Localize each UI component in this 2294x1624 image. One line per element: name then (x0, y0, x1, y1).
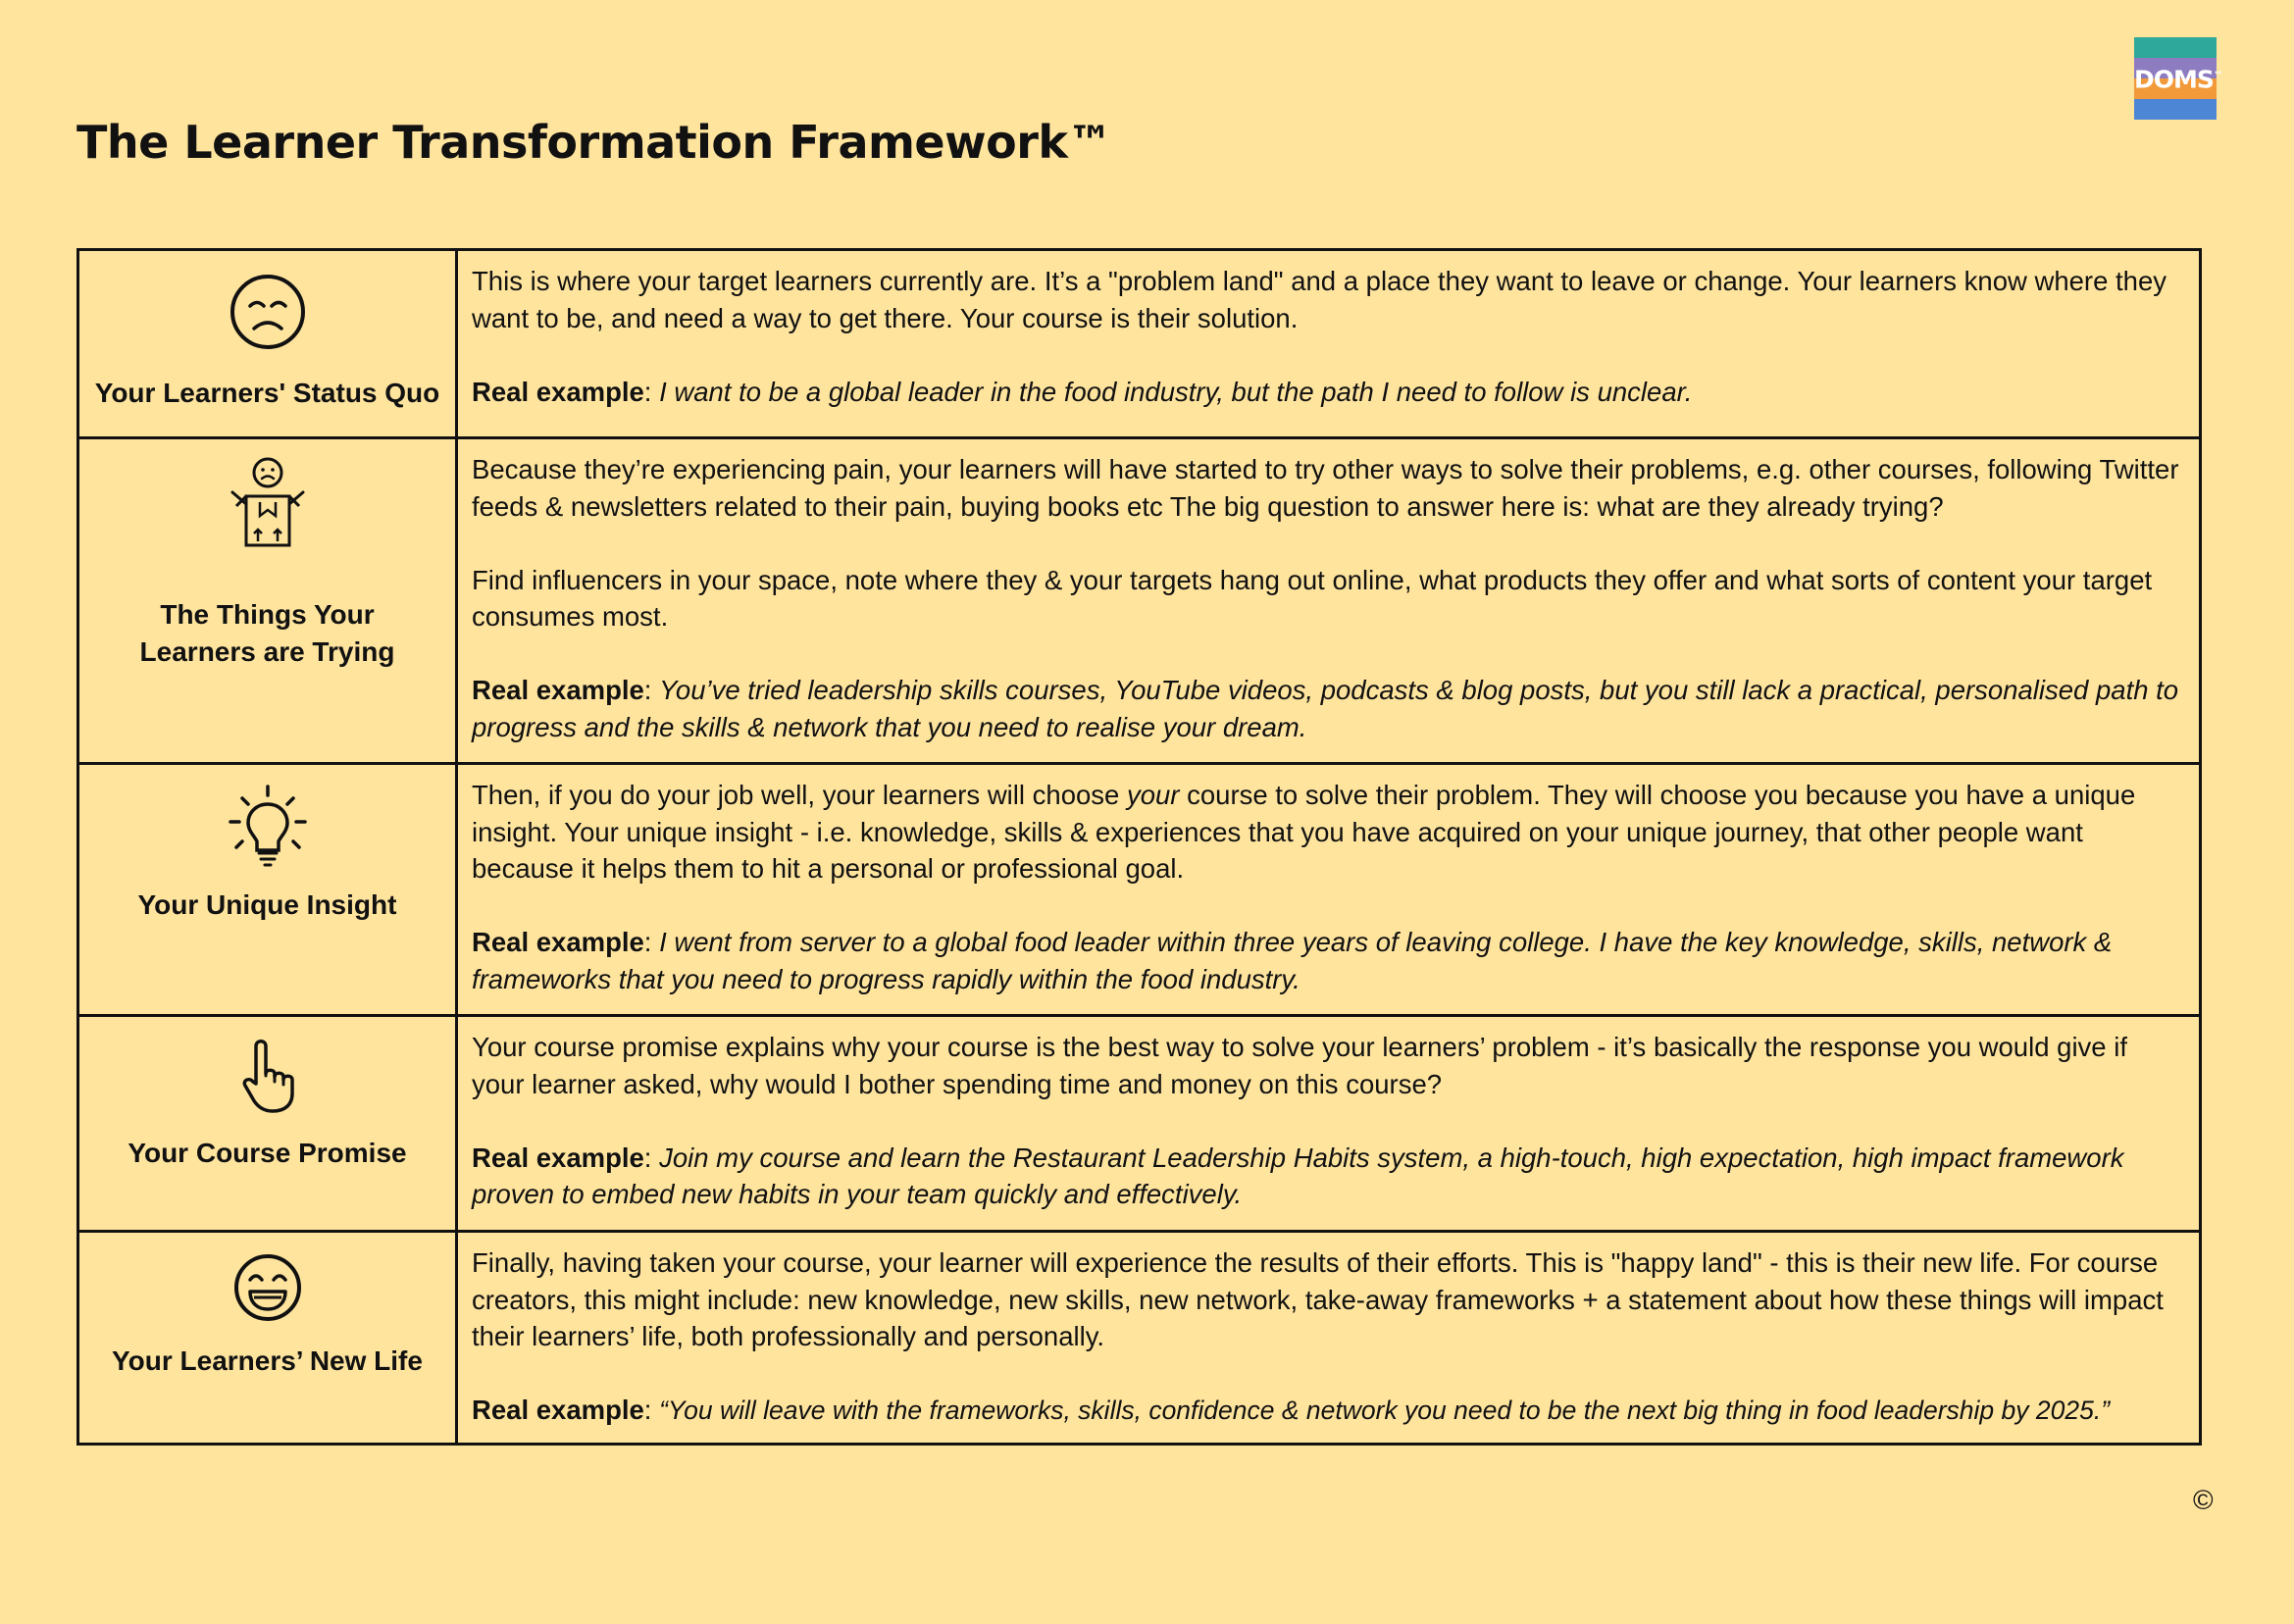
example-label: Real example (472, 376, 644, 407)
example-text: I want to be a global leader in the food industry, but the path I need to follow is unclear. (659, 376, 1693, 407)
example-separator: : (643, 1142, 660, 1173)
laughing-face-icon (232, 1252, 303, 1323)
raised-finger-hand-icon (238, 1039, 297, 1113)
description-paragraph (472, 777, 2183, 888)
real-example (472, 672, 2183, 745)
description-text: Then, if you do your job well, your learners will choose (472, 780, 1127, 810)
example-separator: : (643, 376, 660, 407)
emphasis-text: your (1126, 780, 1180, 810)
row-label-cell (78, 764, 457, 1016)
example-text: You’ve tried leadership skills courses, YouTube videos, podcasts & blog posts, but you still lack a practical, personalised path to progress and the skills & network that you need to realise your dream. (472, 675, 2179, 742)
row-label-cell (78, 438, 457, 764)
row-label-cell (78, 250, 457, 438)
row-description (457, 764, 2201, 1016)
row-label: Your Learners’ New Life (112, 1345, 423, 1376)
example-text: “You will leave with the frameworks, skills, confidence & network you need to be the next big thing in food leadership by 2025.” (659, 1396, 2111, 1425)
real-example (472, 374, 2183, 411)
row-label-cell (78, 1016, 457, 1232)
example-label: Real example (472, 1142, 644, 1173)
framework-table (76, 248, 2202, 1446)
example-separator: : (643, 927, 660, 957)
example-label: Real example (472, 675, 644, 705)
sad-face-icon (229, 273, 307, 351)
doms-logo (2134, 37, 2222, 120)
example-text: I went from server to a global food leader within three years of leaving college. I have the key knowledge, skills, network & frameworks that you need to progress rapidly within the food industry. (472, 927, 2113, 994)
row-description (457, 1232, 2201, 1445)
row-label: Your Unique Insight (137, 889, 397, 920)
example-label: Real example (472, 927, 644, 957)
row-label-cell (78, 1232, 457, 1445)
row-label: Your Course Promise (127, 1138, 407, 1168)
table-row (78, 438, 2201, 764)
table-row (78, 764, 2201, 1016)
example-text: Join my course and learn the Restaurant Leadership Habits system, a high-touch, high expectation, high impact framework proven to embed new habits in your team quickly and effectively. (472, 1142, 2124, 1209)
example-label: Real example (472, 1395, 644, 1425)
row-description (457, 1016, 2201, 1232)
table-row (78, 250, 2201, 438)
page-title: The Learner Transformation Framework™ (76, 116, 1113, 169)
row-label: Your Learners' Status Quo (94, 378, 440, 408)
row-label: The Things Your Learners are Trying (139, 599, 395, 667)
real-example (472, 1140, 2183, 1213)
real-example (472, 1392, 2183, 1430)
row-description (457, 250, 2201, 438)
description-paragraph: Your course promise explains why your course is the best way to solve your learners’ problem - it’s basically the response you would give if your learner asked, why would I bother spending time and money on this course? (472, 1032, 2127, 1099)
table-row (78, 1232, 2201, 1445)
person-in-box-icon (229, 457, 307, 549)
real-example (472, 924, 2183, 997)
description-text: course to solve their problem. They will choose you because you have a unique insight. Your unique insight - i.e. knowledge, skills & experiences that you have acquired on your unique journey, that other people want because it helps them to hit a personal or professional goal. (472, 780, 2136, 884)
lightbulb-icon (229, 785, 307, 867)
row-description (457, 438, 2201, 764)
description-paragraph: Find influencers in your space, note where they & your targets hang out online, what products they offer and what sorts of content your target consumes most. (472, 564, 2153, 632)
example-separator: : (643, 1395, 660, 1425)
copyright-symbol: © (2193, 1485, 2214, 1515)
description-paragraph: Because they’re experiencing pain, your learners will have started to try other ways to solve their problems, e.g. other courses, following Twitter feeds & newsletters related to their pain, buying books etc The big question to answer here is: what are they already trying? (472, 454, 2179, 522)
logo-trademark: ™ (2213, 71, 2222, 81)
description-paragraph: Finally, having taken your course, your learner will experience the results of their efforts. This is "happy land" - this is their new life. For course creators, this might include: new knowledge, new skills, new network, take-away frameworks + a statement about how these things will impact their learners’ life, both professionally and personally. (472, 1247, 2164, 1351)
description-paragraph: This is where your target learners currently are. It’s a "problem land" and a place they want to leave or change. Your learners know where they want to be, and need a way to get there. Your course is their solution. (472, 266, 2167, 333)
example-separator: : (643, 675, 660, 705)
logo-text: DOMS (2134, 65, 2214, 94)
table-row (78, 1016, 2201, 1232)
